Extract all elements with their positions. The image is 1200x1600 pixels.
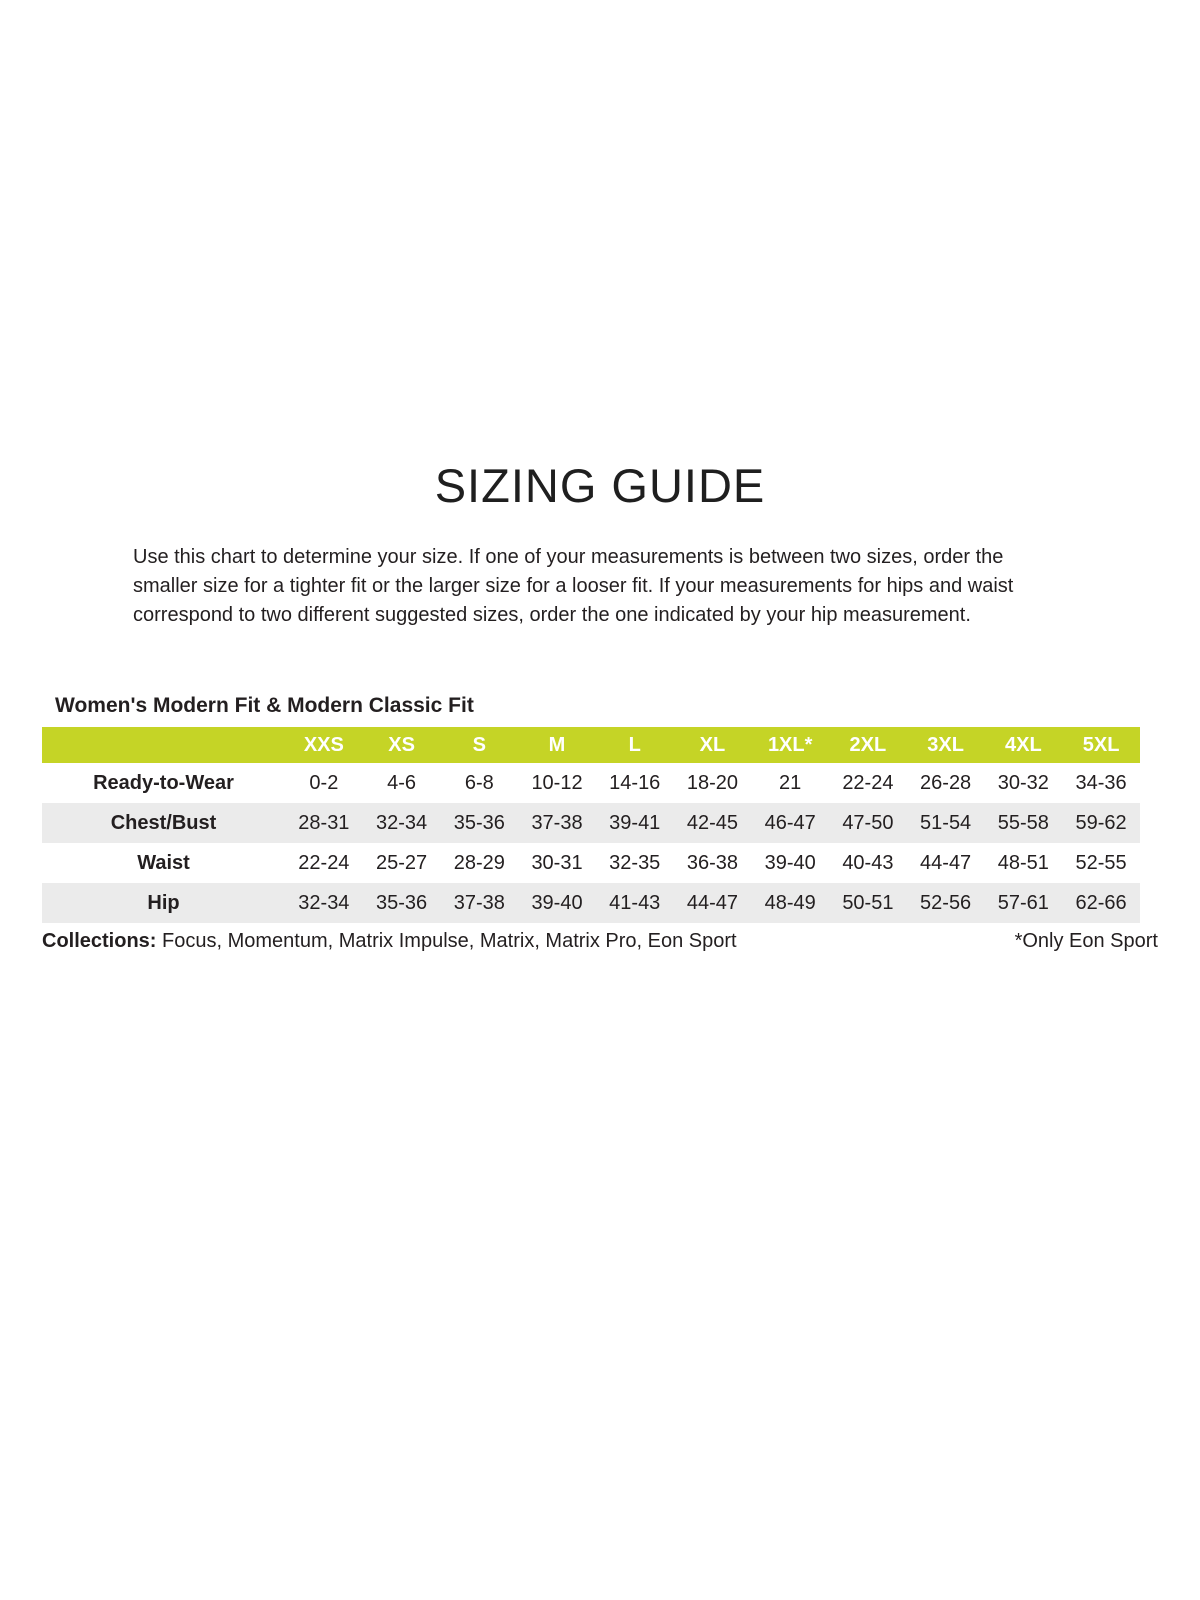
row-label: Waist (137, 851, 190, 874)
size-cell: 44-47 (686, 891, 739, 914)
intro-text: Use this chart to determine your size. If one of your measurements is between two sizes, order the smaller size for a tighter fit or the larger size for a looser fit. If your measurements for hips and waist correspond to two different suggested sizes, order the one indicated by your hip measurement. (133, 546, 1014, 626)
size-cell: 32-35 (609, 851, 661, 874)
size-table (42, 727, 1140, 923)
section-title: Women's Modern Fit & Modern Classic Fit (55, 694, 474, 717)
header-cell: L (628, 733, 641, 756)
size-cell: 50-51 (842, 891, 894, 914)
size-cell: 35-36 (376, 891, 428, 914)
table-row (42, 883, 1140, 923)
header-cell: XXS (303, 733, 344, 756)
size-cell: 35-36 (453, 811, 505, 834)
size-cell: 44-47 (920, 851, 972, 874)
size-cell: 28-31 (298, 811, 350, 834)
size-cell: 4-6 (387, 771, 417, 794)
size-cell: 25-27 (376, 851, 428, 874)
table-row (42, 763, 1140, 803)
header-cell: M (548, 733, 566, 756)
page-title: SIZING GUIDE (434, 459, 766, 512)
size-cell: 6-8 (464, 771, 494, 794)
size-cell: 36-38 (686, 851, 739, 874)
size-cell: 47-50 (842, 811, 894, 834)
size-cell: 51-54 (920, 811, 972, 834)
header-cell: 3XL (927, 733, 964, 756)
size-cell: 34-36 (1075, 771, 1127, 794)
table-footnotes (42, 930, 1158, 953)
size-cell: 39-40 (764, 851, 816, 874)
header-cell: S (472, 733, 486, 756)
collections-note (42, 930, 737, 953)
size-cell: 57-61 (997, 891, 1049, 914)
size-cell: 26-28 (920, 771, 972, 794)
header-cell: 1XL* (767, 733, 813, 756)
size-cell: 30-31 (531, 851, 583, 874)
row-label: Hip (147, 891, 180, 914)
size-cell: 37-38 (453, 891, 505, 914)
size-cell: 28-29 (453, 851, 505, 874)
size-cell: 37-38 (531, 811, 583, 834)
size-cell: 32-34 (376, 811, 428, 834)
size-cell: 62-66 (1075, 891, 1127, 914)
size-cell: 18-20 (686, 771, 739, 794)
footnote: *Only Eon Sport (1014, 930, 1158, 952)
table-row (42, 803, 1140, 843)
size-cell: 22-24 (842, 771, 894, 794)
header-cell: 2XL (849, 733, 887, 756)
size-cell: 40-43 (842, 851, 894, 874)
size-cell: 48-51 (997, 851, 1049, 874)
header-cell: XS (388, 733, 415, 756)
header-cell: 5XL (1082, 733, 1120, 756)
header-cell: 4XL (1004, 733, 1042, 756)
size-cell: 42-45 (686, 811, 739, 834)
collections-list: Focus, Momentum, Matrix Impulse, Matrix, Matrix Pro, Eon Sport (156, 930, 737, 952)
size-cell: 59-62 (1075, 811, 1127, 834)
row-label: Chest/Bust (110, 811, 217, 834)
collections-label: Collections: (42, 930, 157, 952)
size-cell: 46-47 (764, 811, 816, 834)
header-cell-empty (42, 727, 285, 763)
table-header-row (42, 727, 1140, 763)
size-cell: 22-24 (298, 851, 350, 874)
size-cell: 39-40 (531, 891, 583, 914)
size-cell: 55-58 (997, 811, 1049, 834)
size-cell: 14-16 (609, 771, 661, 794)
size-cell: 10-12 (531, 771, 583, 794)
size-cell: 30-32 (997, 771, 1049, 794)
size-cell: 48-49 (764, 891, 816, 914)
size-cell: 21 (779, 771, 802, 794)
size-cell: 0-2 (309, 771, 339, 794)
table-row (42, 843, 1140, 883)
size-cell: 32-34 (298, 891, 350, 914)
header-cell: XL (699, 733, 726, 756)
row-label: Ready-to-Wear (93, 771, 234, 794)
size-cell: 39-41 (609, 811, 661, 834)
table-body (42, 763, 1140, 923)
size-cell: 52-56 (920, 891, 972, 914)
size-cell: 41-43 (609, 891, 661, 914)
size-cell: 52-55 (1075, 851, 1127, 874)
